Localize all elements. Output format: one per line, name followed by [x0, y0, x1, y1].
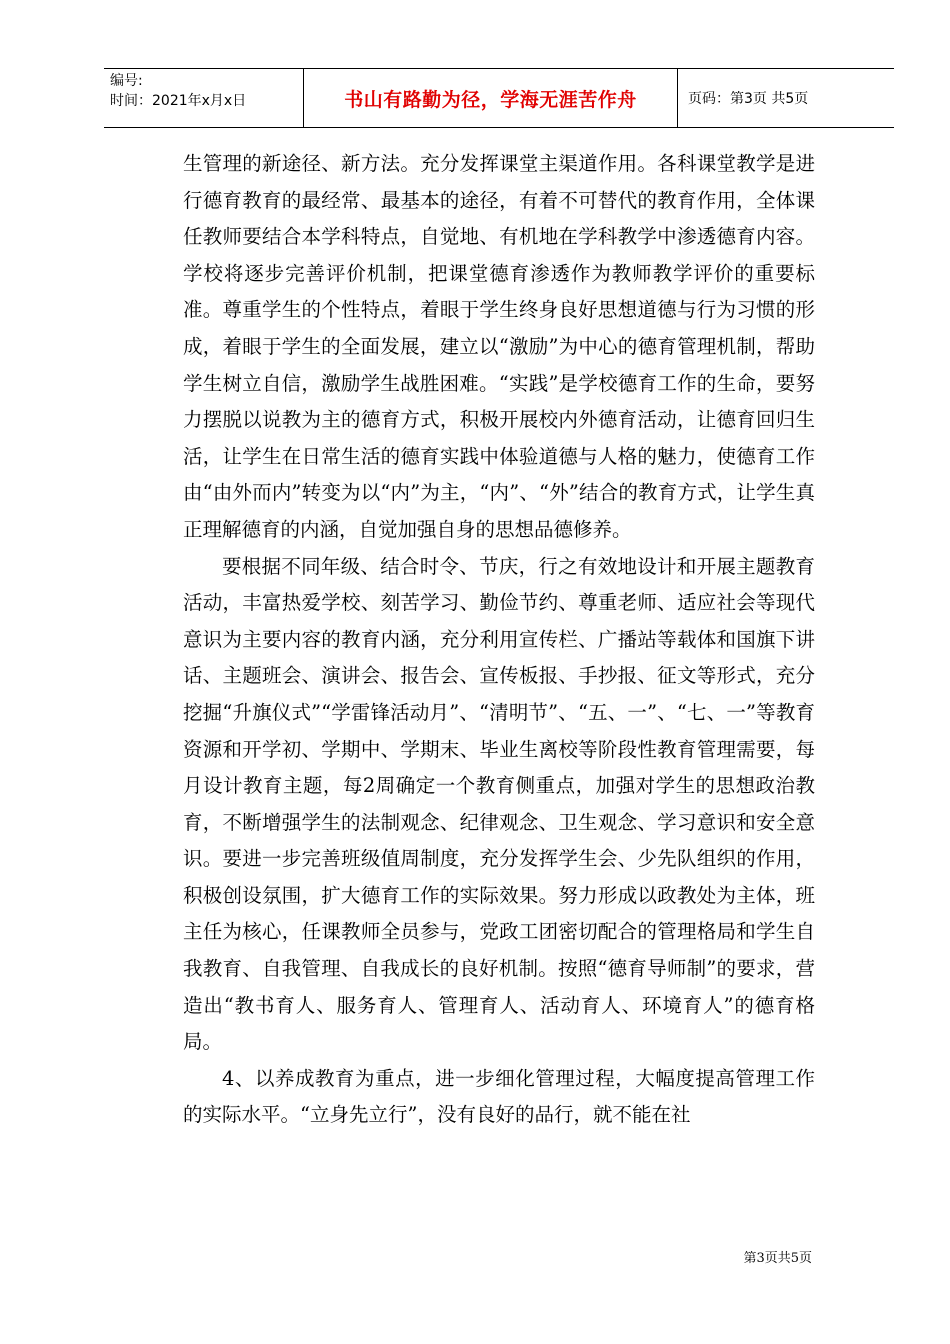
body-paragraph: 生管理的新途径、新方法。充分发挥课堂主渠道作用。各科课堂教学是进行德育教育的最经常、最基本的途径，有着不可替代的教育作用，全体课任教师要结合本学科特点，自觉地、有机地在学科教学中渗透德育内容。学校将逐步完善评价机制，把课堂德育渗透作为教师教学评价的重要标准。尊重学生的个性特点，着眼于学生终身良好思想道德与行为习惯的形成，着眼于学生的全面发展，建立以“激励”为中心的德育管理机制，帮助学生树立自信，激励学生战胜困难。“实践”是学校德育工作的生命，要努力摆脱以说教为主的德育方式，积极开展校内外德育活动，让德育回归生活，让学生在日常生活的德育实践中体验道德与人格的魅力，使德育工作由“由外而内”转变为以“内”为主，“内”、“外”结合的教育方式，让学生真正理解德育的内涵，自觉加强自身的思想品德修养。	[183, 152, 815, 541]
document-number-label: 编号:	[110, 73, 143, 89]
body-paragraph: 要根据不同年级、结合时令、节庆，行之有效地设计和开展主题教育活动，丰富热爱学校、刻苦学习、勤俭节约、尊重老师、适应社会等现代意识为主要内容的教育内涵，充分利用宣传栏、广播站等载体和国旗下讲话、主题班会、演讲会、报告会、宣传板报、手抄报、征文等形式，充分挖掘“升旗仪式”“学雷锋活动月”、“清明节”、“五、一”、“七、一”等教育资源和开学初、学期中、学期末、毕业生离校等阶段性教育管理需要，每月设计教育主题，每2周确定一个教育侧重点，加强对学生的思想政治教育，不断增强学生的法制观念、纪律观念、卫生观念、学习意识和安全意识。要进一步完善班级值周制度，充分发挥学生会、少先队组织的作用，积极创设氛围，扩大德育工作的实际效果。努力形成以政教处为主体，班主任为核心，任课教师全员参与，党政工团密切配合的管理格局和学生自我教育、自我管理、自我成长的良好机制。按照“德育导师制”的要求，营造出“教书育人、服务育人、管理育人、活动育人、环境育人”的德育格局。	[183, 554, 815, 1054]
header-meta-cell	[104, 69, 304, 127]
header-motto-cell	[304, 69, 678, 127]
footer-page-number: 第3页共5页	[743, 1251, 812, 1266]
header-motto: 书山有路勤为径，学海无涯苦作舟	[344, 88, 637, 111]
header-page-info: 页码：第3页 共5页	[688, 91, 809, 107]
document-header	[104, 68, 894, 128]
document-body	[183, 146, 815, 1134]
header-page-cell	[678, 69, 894, 127]
body-paragraph: 4、以养成教育为重点，进一步细化管理过程，大幅度提高管理工作的实际水平。“立身先立行”，没有良好的品行，就不能在社	[183, 1066, 815, 1127]
document-date: 时间：2021年x月x日	[110, 93, 247, 109]
page-footer	[743, 1247, 812, 1266]
